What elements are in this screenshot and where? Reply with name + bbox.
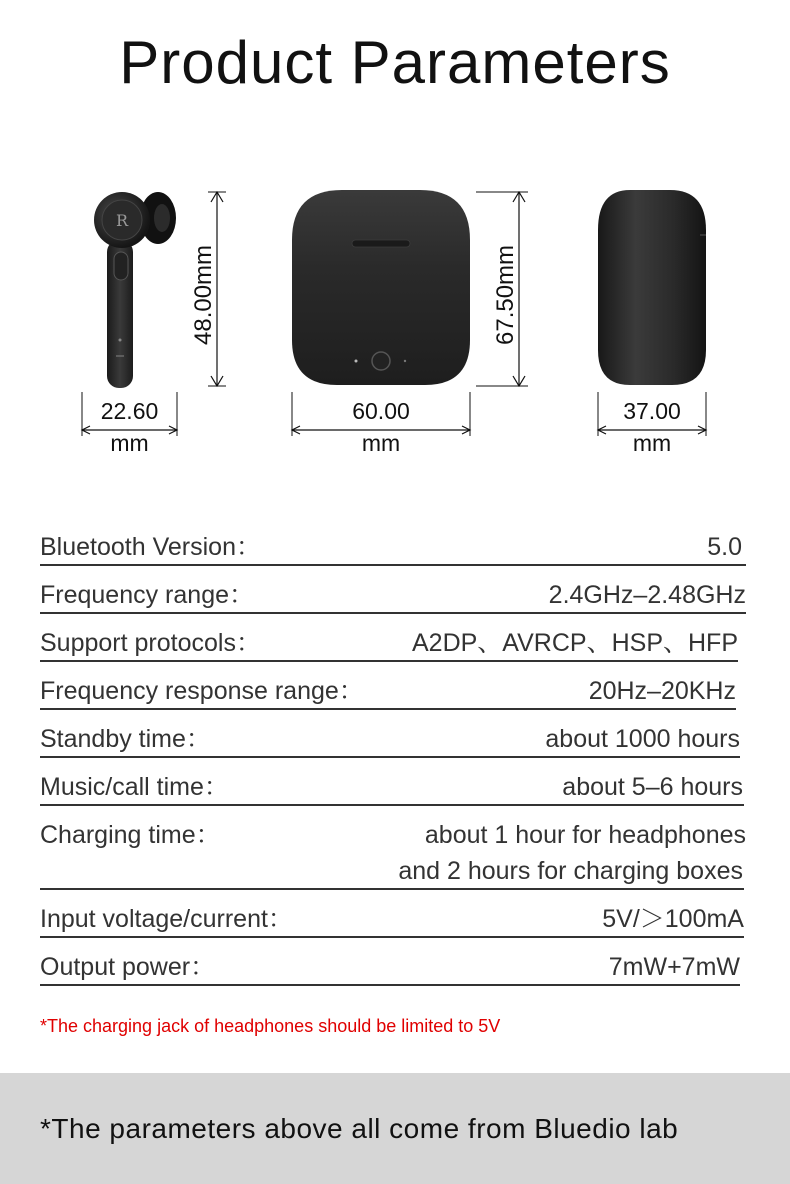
spec-value: 2.4GHz–2.48GHz	[548, 581, 746, 609]
spec-value: A2DP、AVRCP、HSP、HFP	[412, 629, 738, 657]
divider	[40, 708, 736, 710]
spec-row-protocols	[40, 628, 746, 662]
divider	[40, 660, 738, 662]
earbud-r-marking: R	[115, 211, 129, 230]
case-height-label: 67.50mm	[492, 244, 519, 345]
spec-label: Input voltage/current：	[40, 905, 293, 933]
case-width-value: 60.00	[352, 398, 410, 424]
spec-label: Bluetooth Version：	[40, 533, 261, 561]
spec-row-standby	[40, 724, 746, 758]
spec-label: Charging time：	[40, 821, 221, 849]
spec-label: Frequency range：	[40, 581, 255, 609]
divider	[40, 888, 744, 890]
spec-value: 7mW+7mW	[608, 953, 740, 981]
spec-row-frequency	[40, 580, 746, 614]
spec-label: Output power：	[40, 953, 216, 981]
footer-banner	[0, 1073, 790, 1184]
spec-row-charging	[40, 820, 746, 890]
earbud-width-unit: mm	[110, 430, 149, 456]
divider	[40, 612, 746, 614]
spec-value: 20Hz–20KHz	[588, 677, 736, 705]
spec-value: about 1000 hours	[545, 725, 740, 753]
divider	[40, 564, 746, 566]
spec-value: 5.0	[707, 533, 742, 561]
spec-row-input	[40, 904, 746, 938]
spec-row-response	[40, 676, 746, 710]
divider	[40, 756, 740, 758]
spec-value: 5V/＞100mA	[602, 905, 744, 933]
warning-note: *The charging jack of headphones should be limited to 5V	[40, 1016, 501, 1036]
divider	[40, 804, 744, 806]
case-width-unit: mm	[361, 430, 401, 456]
footer-text: *The parameters above all come from Bluedio lab	[40, 1113, 679, 1144]
spec-value: about 1 hour for headphones	[424, 821, 746, 849]
divider	[40, 984, 740, 986]
spec-value-second-line: and 2 hours for charging boxes	[398, 857, 743, 885]
spec-label: Support protocols：	[40, 629, 261, 657]
divider	[40, 936, 744, 938]
page-title: Product Parameters	[119, 29, 671, 96]
earbud-width-value: 22.60	[100, 398, 159, 424]
spec-value: about 5–6 hours	[562, 773, 743, 801]
spec-row-music	[40, 772, 746, 806]
spec-label: Standby time：	[40, 725, 211, 753]
case-depth-unit: mm	[632, 430, 672, 456]
spec-label: Music/call time：	[40, 773, 229, 801]
case-depth-value: 37.00	[623, 398, 681, 424]
spec-label: Frequency response range：	[40, 677, 364, 705]
spec-row-output	[40, 952, 746, 986]
earbud-height-label: 48.00mm	[190, 244, 217, 345]
spec-row-bluetooth	[40, 532, 746, 566]
